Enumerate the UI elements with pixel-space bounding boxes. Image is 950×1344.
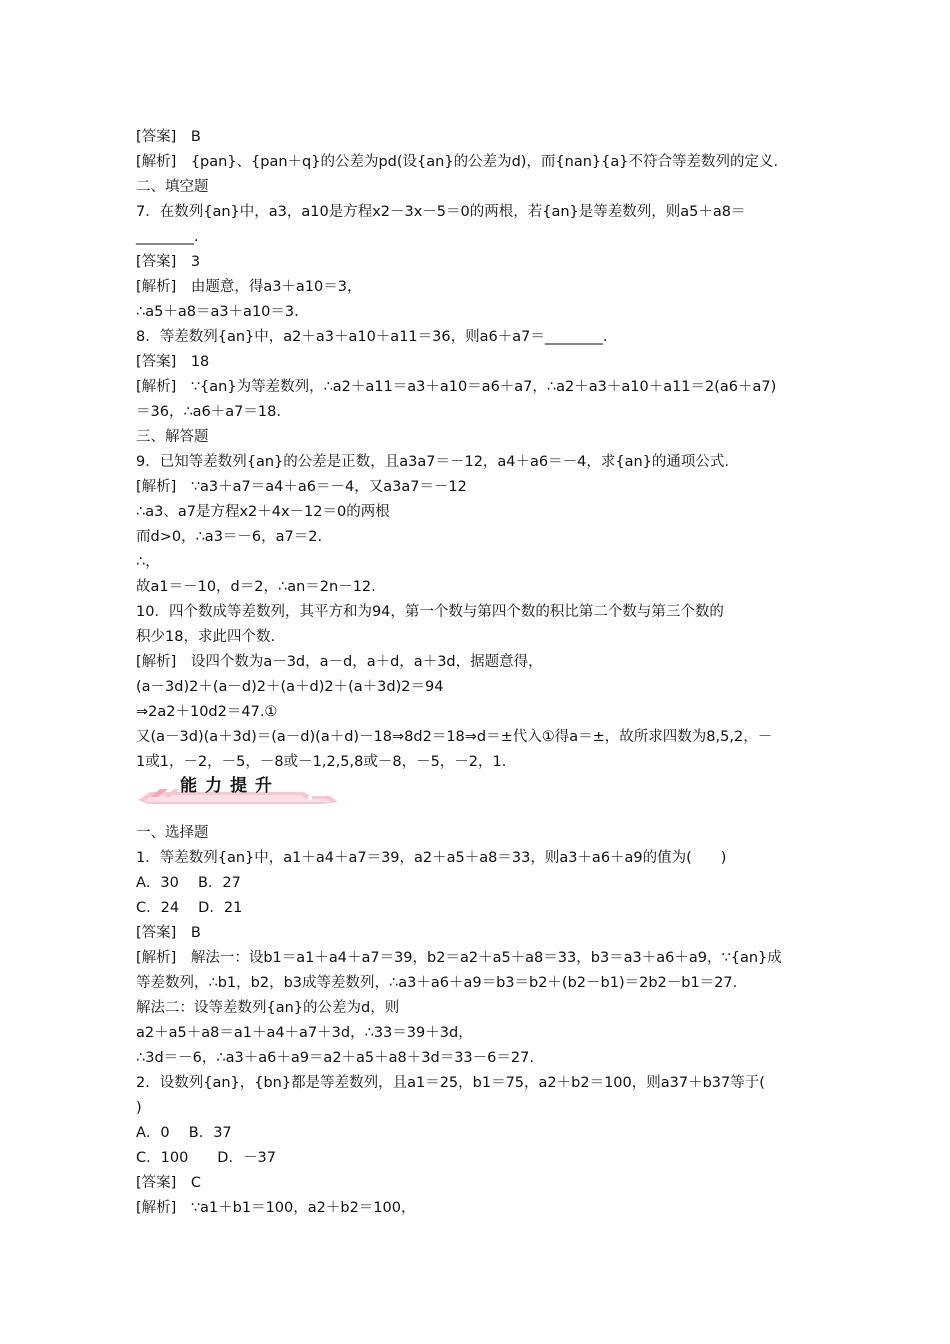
analysis-line: 又(a－3d)(a＋3d)＝(a－d)(a＋d)－18⇒8d2＝18⇒d＝±代入①得a＝±，故所求四数为8,5,2，－ xyxy=(136,729,773,745)
analysis-line: 解法二：设等差数列{an}的公差为d，则 xyxy=(136,1000,400,1016)
question-1: 1．等差数列{an}中，a1＋a4＋a7＝39，a2＋a5＋a8＝33，则a3＋a6＋a9的值为( ) xyxy=(136,850,727,866)
analysis-line: ∴3d＝－6，∴a3＋a6＋a9＝a2＋a5＋a8＋3d＝33－6＝27. xyxy=(136,1050,534,1066)
question-7-blank: ________. xyxy=(136,229,199,245)
analysis-line: 等差数列，∴b1，b2，b3成等差数列，∴a3＋a6＋a9＝b3＝b2＋(b2－b1)＝2b2－b1＝27. xyxy=(136,975,738,991)
section-heading: 三、解答题 xyxy=(136,429,209,445)
section-heading: 二、填空题 xyxy=(136,179,209,195)
analysis-line: 1或1，－2，－5，－8或－1,2,5,8或－8，－5，－2，1. xyxy=(136,754,507,770)
answer-line: [答案] B xyxy=(136,129,201,145)
question-2: 2．设数列{an}，{bn}都是等差数列，且a1＝25，b1＝75，a2＋b2＝100，则a37＋b37等于( xyxy=(136,1075,765,1091)
options-line: A．0 B．37 xyxy=(136,1125,232,1141)
analysis-line: [解析] {pan}、{pan＋q}的公差为pd(设{an}的公差为d)，而{nan}{a}不符合等差数列的定义． xyxy=(136,154,788,170)
question-8: 8．等差数列{an}中，a2＋a3＋a10＋a11＝36，则a6＋a7＝________. xyxy=(136,329,608,345)
analysis-line: [解析] ∵a1＋b1＝100，a2＋b2＝100， xyxy=(136,1200,416,1216)
analysis-line: ＝36，∴a6＋a7＝18. xyxy=(136,404,281,420)
analysis-line: [解析] 由题意，得a3＋a10＝3， xyxy=(136,279,362,295)
section-heading: 一、选择题 xyxy=(136,825,209,841)
answer-line: [答案] B xyxy=(136,925,201,941)
analysis-line: [解析] 设四个数为a－3d，a－d，a＋d，a＋3d，据题意得， xyxy=(136,654,543,670)
question-7: 7．在数列{an}中，a3，a10是方程x2－3x－5＝0的两根，若{an}是等差数列，则a5＋a8＝ xyxy=(136,204,746,220)
section-banner xyxy=(134,770,344,810)
options-line: C．24 D．21 xyxy=(136,900,243,916)
question-10: 10．四个数成等差数列，其平方和为94，第一个数与第四个数的积比第二个数与第三个数的 xyxy=(136,604,724,620)
analysis-line: ∴， xyxy=(136,554,160,570)
answer-line: [答案] 3 xyxy=(136,254,201,270)
options-line: C．100 D．－37 xyxy=(136,1150,276,1166)
options-line: A．30 B．27 xyxy=(136,875,241,891)
analysis-line: a2＋a5＋a8＝a1＋a4＋a7＋3d，∴33＝39＋3d， xyxy=(136,1025,473,1041)
question-2-cont: ) xyxy=(136,1100,142,1116)
analysis-line: ∴a5＋a8＝a3＋a10＝3. xyxy=(136,304,299,320)
analysis-line: [解析] ∵{an}为等差数列，∴a2＋a11＝a3＋a10＝a6＋a7，∴a2＋a3＋a10＋a11＝2(a6＋a7) xyxy=(136,379,777,395)
analysis-line: 故a1＝－10，d＝2，∴an＝2n－12. xyxy=(136,579,376,595)
answer-line: [答案] C xyxy=(136,1175,201,1191)
analysis-line: (a－3d)2＋(a－d)2＋(a＋d)2＋(a＋3d)2＝94 xyxy=(136,679,444,695)
analysis-line: 而d>0，∴a3＝－6，a7＝2. xyxy=(136,529,323,545)
analysis-line: ⇒2a2＋10d2＝47.① xyxy=(136,704,278,720)
analysis-line: ∴a3、a7是方程x2＋4x－12＝0的两根 xyxy=(136,504,390,520)
answer-line: [答案] 18 xyxy=(136,354,210,370)
analysis-line: [解析] ∵a3＋a7＝a4＋a6＝－4，又a3a7＝－12 xyxy=(136,479,467,495)
banner-title: 能力提升 xyxy=(180,776,280,796)
question-10-cont: 积少18，求此四个数. xyxy=(136,629,276,645)
analysis-line: [解析] 解法一：设b1＝a1＋a4＋a7＝39，b2＝a2＋a5＋a8＝33，b3＝a3＋a6＋a9，∵{an}成 xyxy=(136,950,782,966)
question-9: 9．已知等差数列{an}的公差是正数，且a3a7＝－12，a4＋a6＝－4，求{an}的通项公式. xyxy=(136,454,730,470)
